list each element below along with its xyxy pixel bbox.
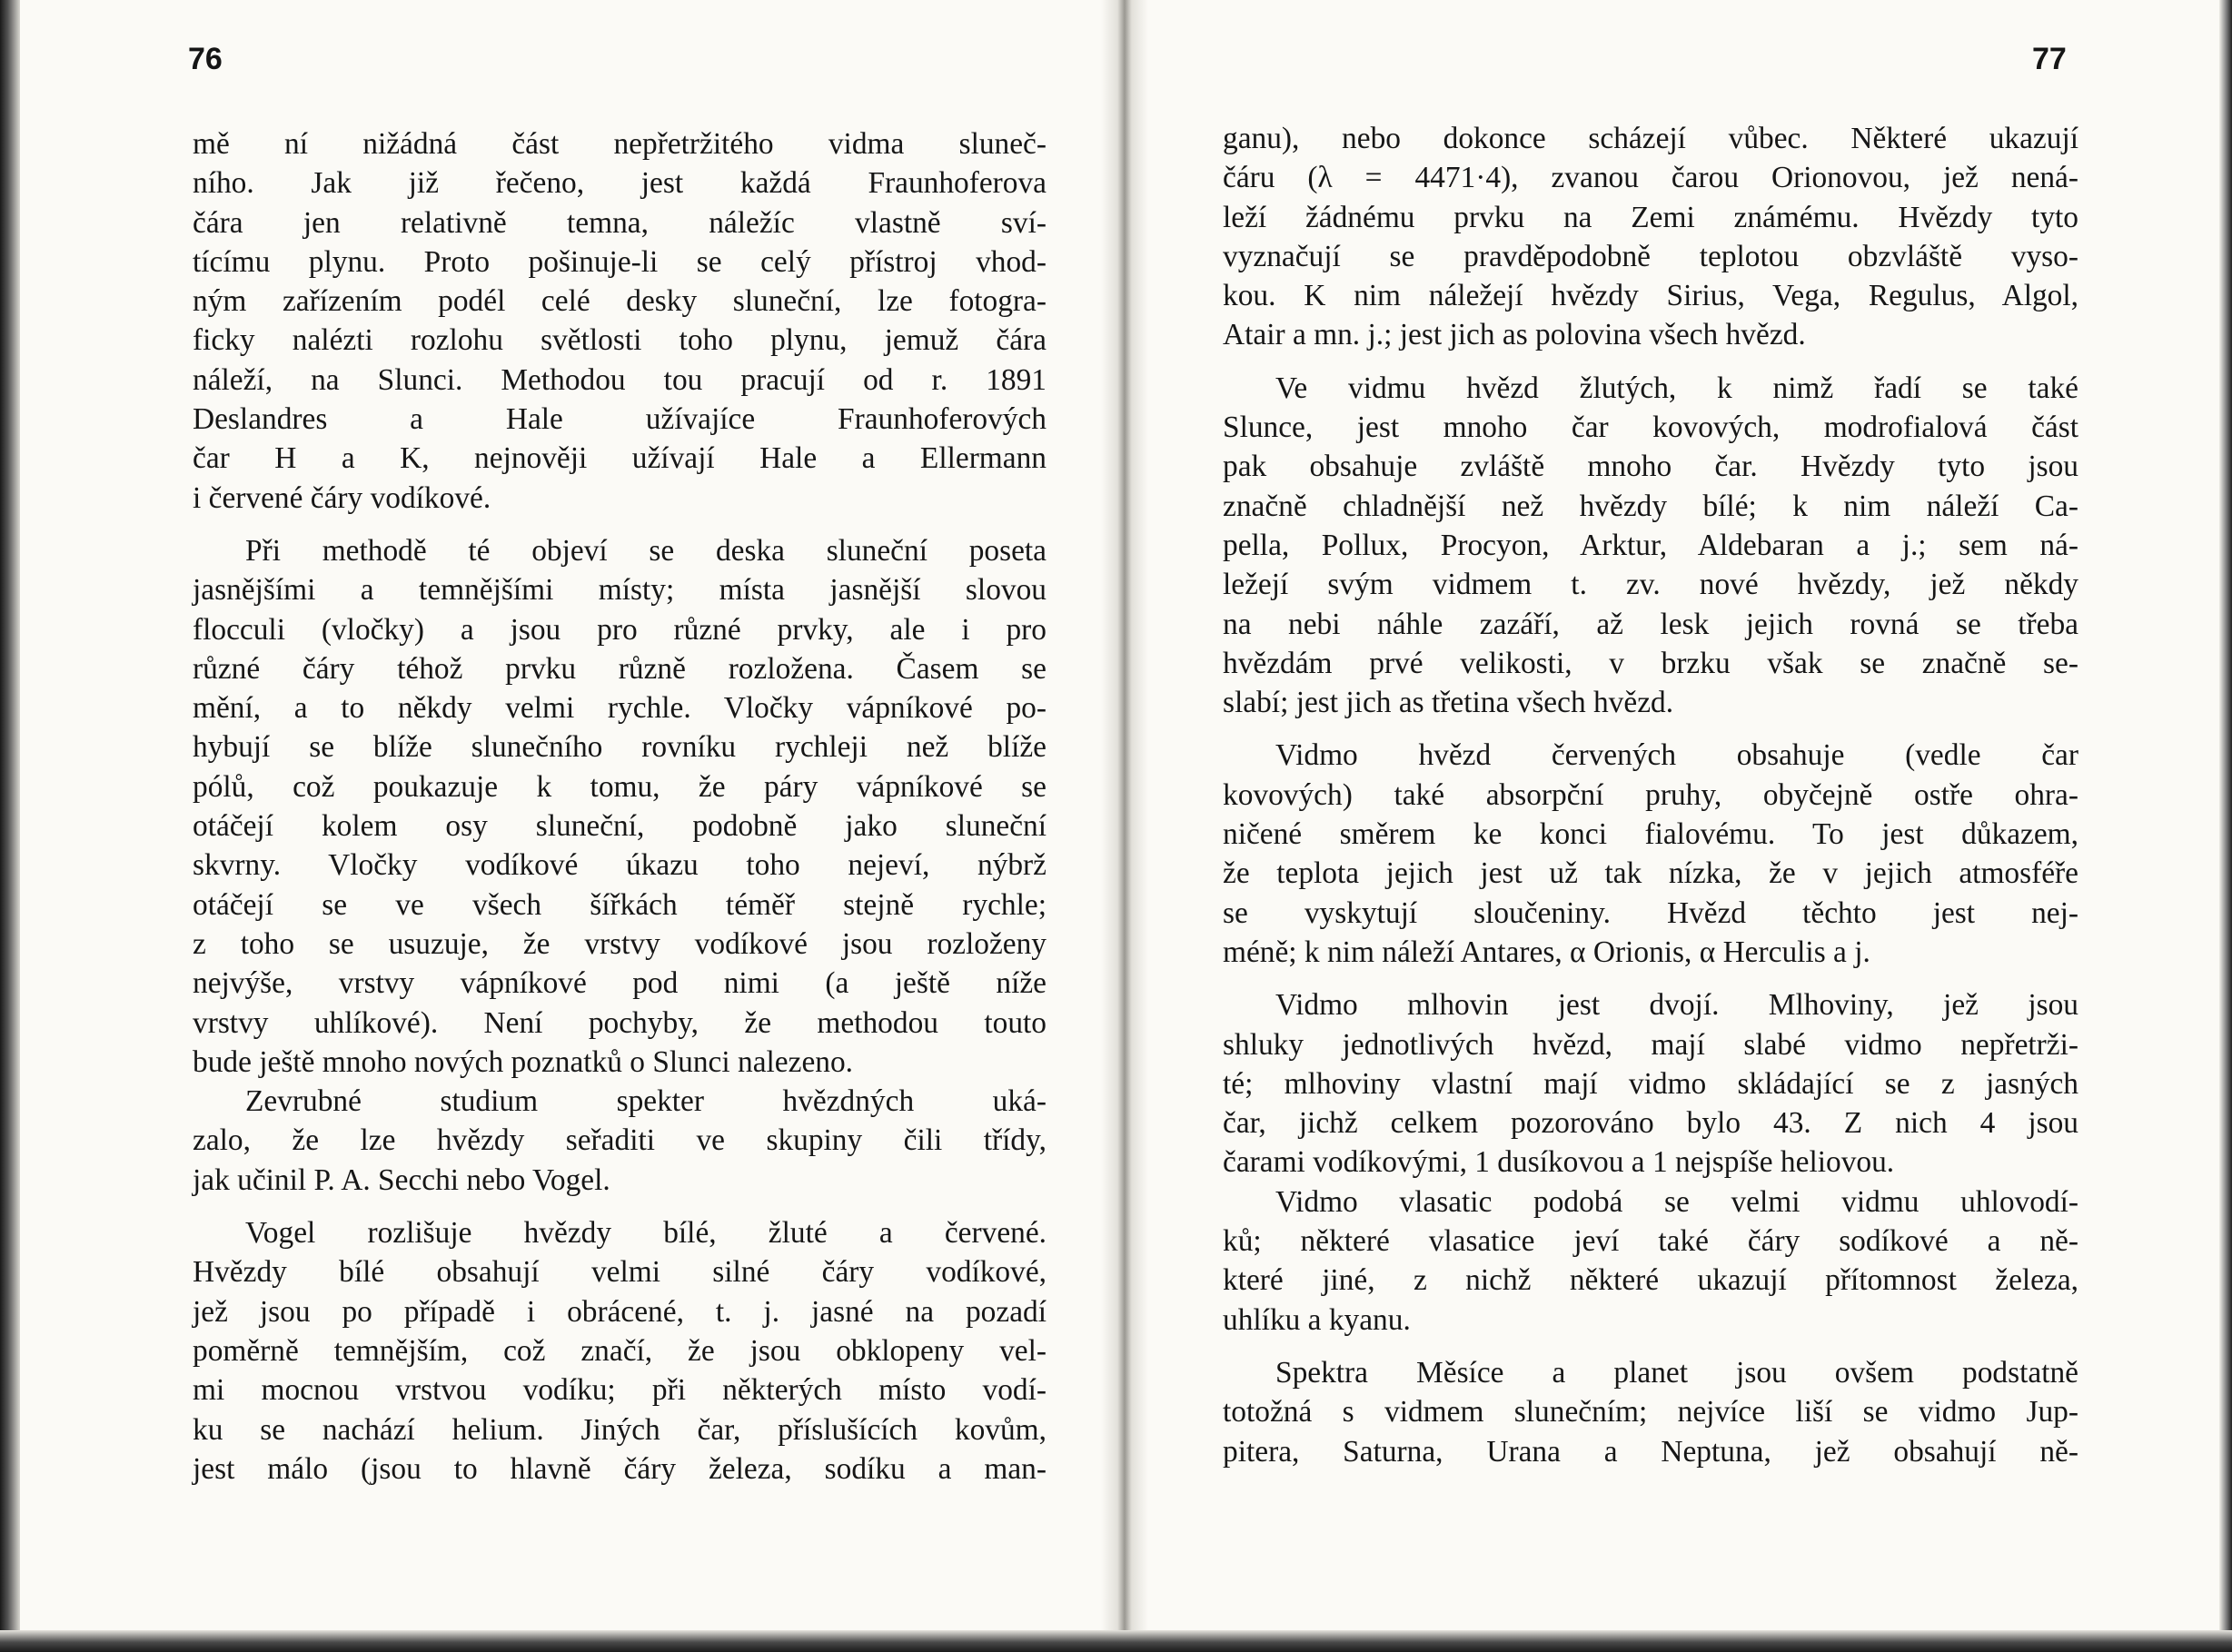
text-line: ního. Jak již řečeno, jest každá Fraunhoferova: [193, 166, 1047, 201]
text-line: ganu), nebo dokonce scházejí vůbec. Některé ukazují: [1223, 122, 2078, 155]
text-line: Hvězdy bílé obsahují velmi silné čáry vodíkové,: [193, 1255, 1047, 1290]
text-line: skvrny. Vločky vodíkové úkazu toho nejeví, nýbrž: [193, 848, 1047, 883]
text-line: ležejí svým vidmem t. zv. nové hvězdy, jež někdy: [1223, 568, 2078, 602]
text-line: jak učinil P. A. Secchi nebo Vogel.: [193, 1162, 610, 1197]
text-line: čar H a K, nejnověji užívají Hale a Ellermann: [193, 441, 1047, 476]
text-line: že teplota jejich jest už tak nízka, že v jejich atmosféře: [1223, 856, 2078, 891]
text-line: Zevrubné studium spekter hvězdných uká-: [245, 1084, 1047, 1119]
text-line: tícímu plynu. Proto pošinuje-li se celý přístroj vhod-: [193, 244, 1047, 279]
text-line: pak obsahuje zvláště mnoho čar. Hvězdy tyto jsou: [1223, 450, 2078, 484]
text-line: méně; k nim náleží Antares, α Orionis, α Herculis a j.: [1223, 935, 1870, 969]
page-number-right: 77: [2032, 42, 2067, 76]
text-line: poměrně temnějším, což značí, že jsou obklopeny vel-: [193, 1333, 1047, 1368]
text-line: slabí; jest jich as třetina všech hvězd.: [1223, 686, 1674, 720]
text-line: vyznačují se pravděpodobně teplotou obzvláště vyso-: [1223, 239, 2078, 273]
book-edge-bottom: [0, 1630, 2232, 1652]
text-line: kovových) také absorpční pruhy, obyčejně ostře ohra-: [1223, 777, 2078, 812]
text-line: značně chladnější než hvězdy bílé; k nim náleží Ca-: [1223, 489, 2078, 523]
text-line: bude ještě mnoho nových poznatků o Slunci nalezeno.: [193, 1044, 853, 1079]
text-line: nejvýše, vrstvy vápníkové pod nimi (a ještě níže: [193, 966, 1047, 1001]
text-line: té; mlhoviny vlastní mají vidmo skládající se z jasných: [1223, 1066, 2078, 1101]
text-line: jest málo (jsou to hlavně čáry železa, sodíku a man-: [193, 1451, 1047, 1486]
text-line: kou. K nim náležejí hvězdy Sirius, Vega, Regulus, Algol,: [1223, 279, 2078, 313]
text-line: Slunce, jest mnoho čar kovových, modrofialová část: [1223, 411, 2078, 445]
text-line: pólů, což poukazuje k tomu, že páry vápníkové se: [193, 769, 1047, 804]
text-line: pitera, Saturna, Urana a Neptuna, jež obsahují ně-: [1223, 1434, 2078, 1469]
text-line: čára jen relativně temna, náležíc vlastně sví-: [193, 205, 1047, 240]
text-line: ků; některé vlasatice jeví také čáry sodíkové a ně-: [1223, 1224, 2078, 1259]
text-line: čar, jichž celkem pozorováno bylo 43. Z nich 4 jsou: [1223, 1106, 2078, 1141]
text-line: zalo, že lze hvězdy seřaditi ve skupiny čili třídy,: [193, 1123, 1047, 1158]
text-line: se vyskytují sloučeniny. Hvězd těchto jest nej-: [1223, 895, 2078, 930]
text-line: flocculi (vločky) a jsou pro různé prvky, ale i pro: [193, 612, 1047, 647]
text-line: totožná s vidmem slunečním; nejvíce liší se vidmo Jup-: [1223, 1395, 2078, 1429]
text-line: i červené čáry vodíkové.: [193, 480, 491, 515]
text-line: uhlíku a kyanu.: [1223, 1302, 1411, 1337]
text-line: čáru (λ = 4471·4), zvanou čarou Orionovou, jež nená-: [1223, 161, 2078, 195]
text-line: otáčejí se ve všech šířkách téměř stejně rychle;: [193, 887, 1047, 922]
text-line: z toho se usuzuje, že vrstvy vodíkové jsou rozloženy: [193, 926, 1047, 961]
text-line: Vidmo hvězd červených obsahuje (vedle čar: [1275, 738, 2078, 773]
text-line: otáčejí kolem osy sluneční, podobně jako sluneční: [193, 809, 1047, 844]
text-line: které jiné, z nichž některé ukazují přítomnost železa,: [1223, 1263, 2078, 1298]
text-line: jasnějšími a temnějšími místy; místa jasnější slovou: [193, 573, 1047, 608]
text-line: ku se nachází helium. Jiných čar, příslušících kovům,: [193, 1412, 1047, 1447]
text-line: Při methodě té objeví se deska sluneční poseta: [245, 533, 1047, 568]
text-line: mě ní nižádná část nepřetržitého vidma sluneč-: [193, 127, 1047, 161]
book-gutter: [1101, 0, 1148, 1652]
text-line: ným zařízením podél celé desky sluneční, lze fotogra-: [193, 284, 1047, 319]
text-line: náleží, na Slunci. Methodou tou pracují od r. 1891: [193, 362, 1047, 397]
text-line: leží žádnému prvku na Zemi známému. Hvězdy tyto: [1223, 200, 2078, 234]
text-line: ničené směrem ke konci fialovému. To jest důkazem,: [1223, 817, 2078, 852]
text-line: mění, a to někdy velmi rychle. Vločky vápníkové po-: [193, 691, 1047, 726]
text-line: Ve vidmu hvězd žlutých, k nimž řadí se také: [1275, 371, 2078, 405]
text-line: čarami vodíkovými, 1 dusíkovou a 1 nejspíše heliovou.: [1223, 1145, 1895, 1180]
text-line: Vidmo mlhovin jest dvojí. Mlhoviny, jež jsou: [1275, 988, 2078, 1023]
text-line: Vogel rozlišuje hvězdy bílé, žluté a červené.: [245, 1216, 1047, 1251]
left-page-text: [193, 124, 1047, 1489]
page-number-left: 76: [188, 42, 223, 76]
text-line: ficky nalézti rozlohu světlosti toho plynu, jemuž čára: [193, 323, 1047, 358]
text-line: pella, Pollux, Procyon, Arktur, Aldebaran a j.; sem ná-: [1223, 528, 2078, 562]
text-line: hybují se blíže slunečního rovníku rychleji než blíže: [193, 730, 1047, 765]
text-line: vrstvy uhlíkové). Není pochyby, že methodou touto: [193, 1005, 1047, 1040]
text-line: Vidmo vlasatic podobá se velmi vidmu uhlovodí-: [1275, 1184, 2078, 1219]
text-line: shluky jednotlivých hvězd, mají slabé vidmo nepřetrži-: [1223, 1027, 2078, 1062]
text-line: jež jsou po případě i obrácené, t. j. jasné na pozadí: [193, 1294, 1047, 1329]
text-line: na nebi náhle zazáří, až lesk jejich rovná se třeba: [1223, 607, 2078, 641]
book-edge-left: [0, 0, 20, 1652]
text-line: mi mocnou vrstvou vodíku; při některých místo vodí-: [193, 1373, 1047, 1408]
text-line: Deslandres a Hale užívajíce Fraunhoferových: [193, 402, 1047, 437]
book-edge-right: [2219, 0, 2232, 1652]
text-line: různé čáry téhož prvku různě rozložena. Časem se: [193, 651, 1047, 686]
text-line: hvězdám prvé velikosti, v brzku však se značně se-: [1223, 646, 2078, 680]
text-line: Atair a mn. j.; jest jich as polovina všech hvězd.: [1223, 318, 1806, 352]
right-page-text: [1223, 119, 2078, 1471]
text-line: Spektra Měsíce a planet jsou ovšem podstatně: [1275, 1355, 2078, 1390]
